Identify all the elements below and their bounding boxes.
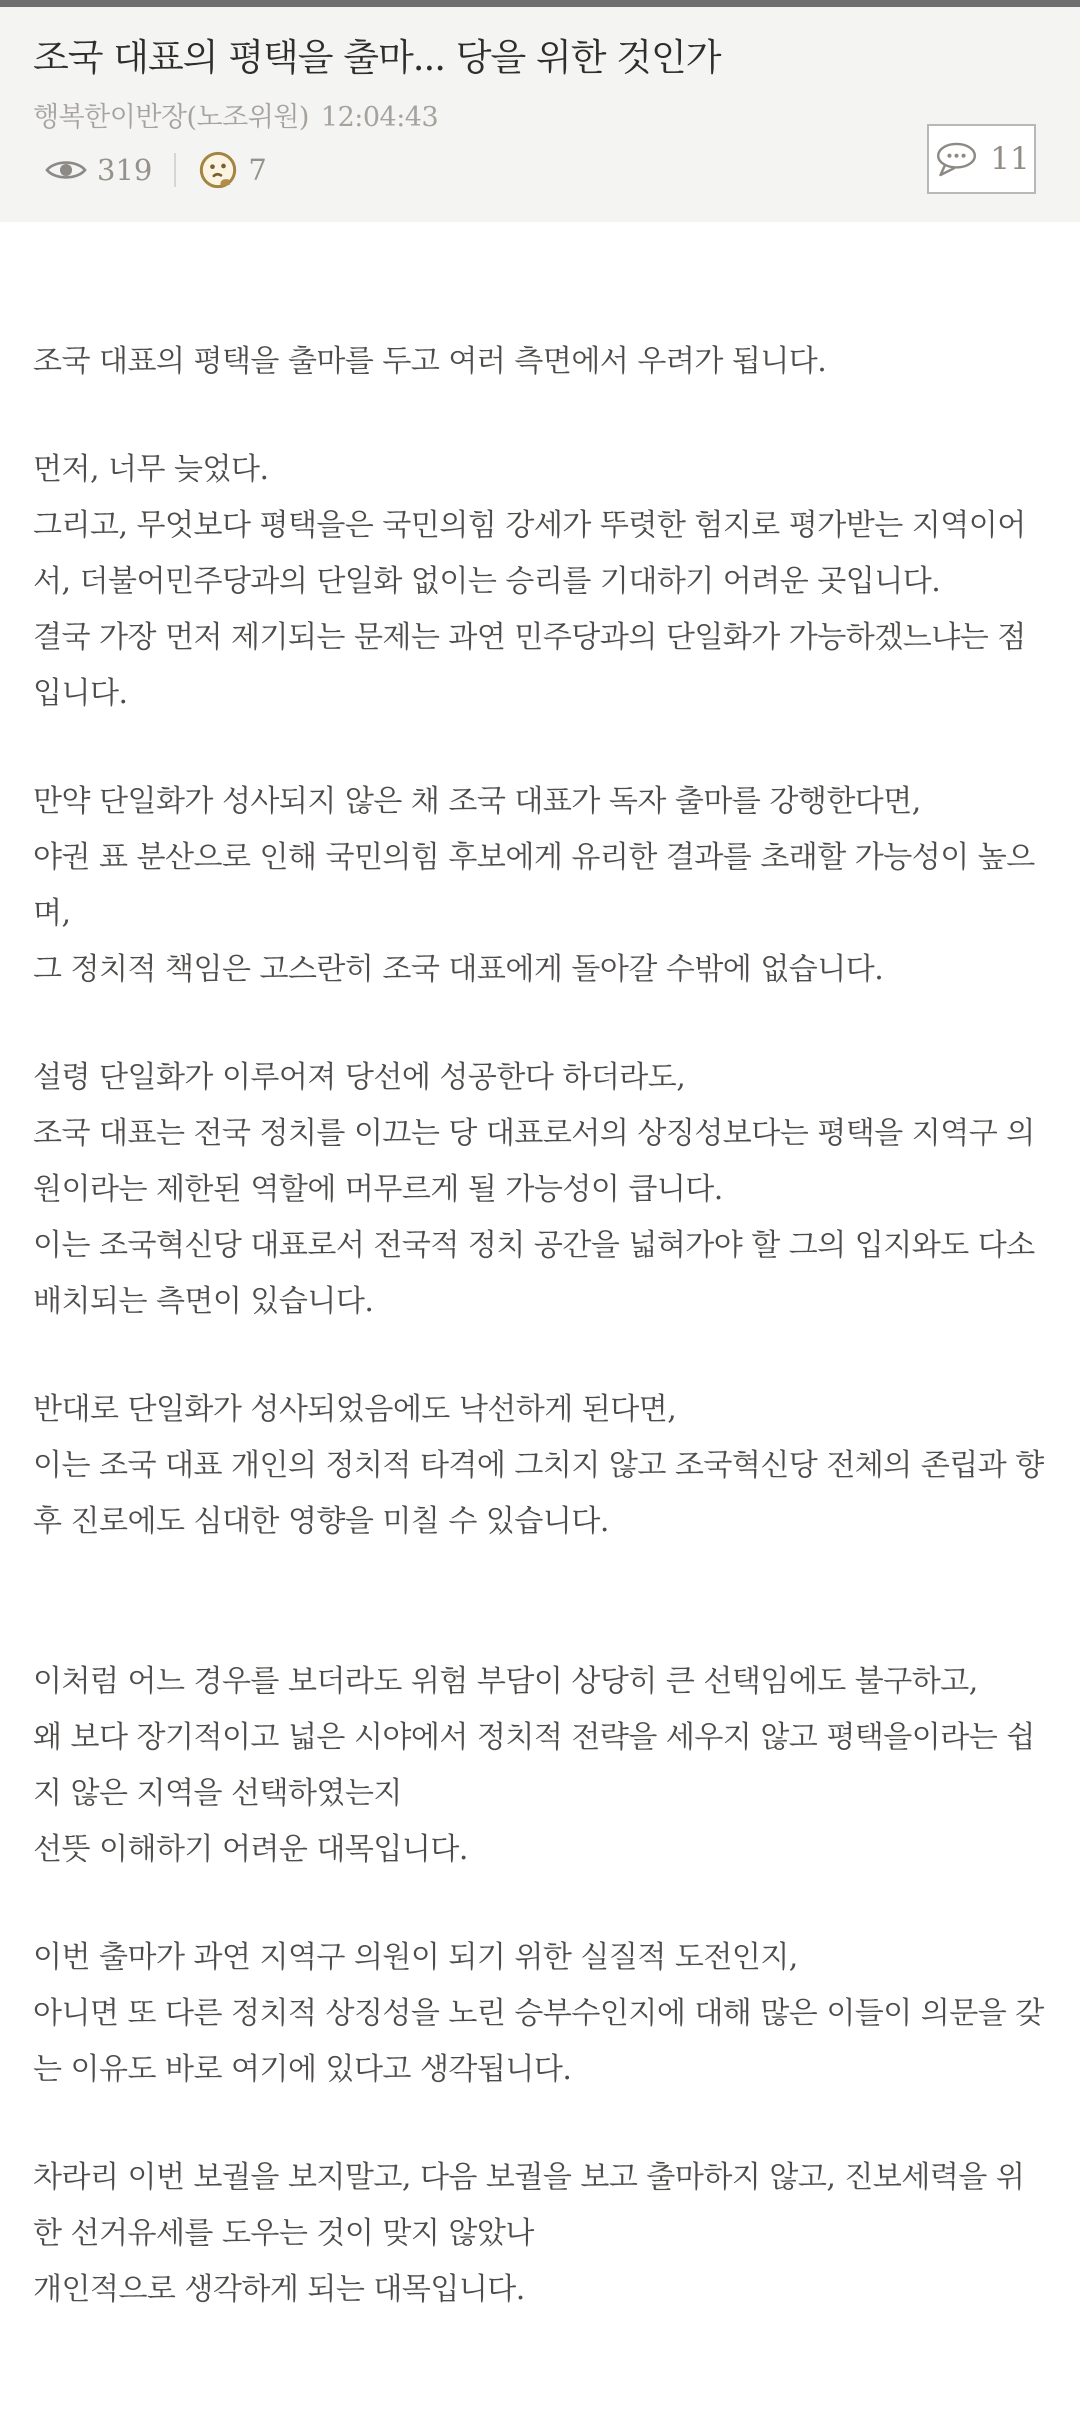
view-count-group <box>45 153 152 187</box>
body-line: 먼저, 너무 늦었다. <box>33 452 269 488</box>
view-count: 319 <box>97 153 153 188</box>
body-paragraph <box>33 442 1045 722</box>
body-line: 조국 대표의 평택을 출마를 두고 여러 측면에서 우려가 됩니다. <box>33 344 827 380</box>
body-paragraph <box>33 774 1045 998</box>
body-line: 이는 조국 대표 개인의 정치적 타격에 그치지 않고 조국혁신당 전체의 존립과 향후 진로에도 심대한 영향을 미칠 수 있습니다. <box>33 1448 1044 1540</box>
body-line: 이번 출마가 과연 지역구 의원이 되기 위한 실질적 도전인지, <box>33 1940 798 1976</box>
body-line: 차라리 이번 보궐을 보지말고, 다음 보궐을 보고 출마하지 않고, 진보세력을 위한 선거유세를 도우는 것이 맞지 않았나 <box>33 2160 1025 2252</box>
body-line: 설령 단일화가 이루어져 당선에 성공한다 하더라도, <box>33 1060 686 1096</box>
body-paragraph <box>33 334 1045 390</box>
speech-bubble-icon <box>933 140 980 178</box>
body-paragraph <box>33 2150 1045 2318</box>
body-line: 그 정치적 책임은 고스란히 조국 대표에게 돌아갈 수밖에 없습니다. <box>33 952 884 988</box>
body-line: 반대로 단일화가 성사되었음에도 낙선하게 된다면, <box>33 1392 677 1428</box>
reaction-count: 7 <box>248 153 267 188</box>
post-body <box>0 222 1080 2430</box>
body-line: 조국 대표는 전국 정치를 이끄는 당 대표로서의 상징성보다는 평택을 지역구 의원이라는 제한된 역할에 머무르게 될 가능성이 큽니다. <box>33 1116 1035 1208</box>
body-line: 이는 조국혁신당 대표로서 전국적 정치 공간을 넓혀가야 할 그의 입지와도 다소 배치되는 측면이 있습니다. <box>33 1228 1035 1320</box>
eye-icon <box>45 156 87 184</box>
top-divider-bar <box>0 0 1080 7</box>
comment-count: 11 <box>990 141 1030 177</box>
emoji-face-icon <box>198 150 238 190</box>
body-line: 결국 가장 먼저 제기되는 문제는 과연 민주당과의 단일화가 가능하겠느냐는 점입니다. <box>33 620 1026 712</box>
body-paragraph <box>33 1050 1045 1330</box>
body-line: 개인적으로 생각하게 되는 대목입니다. <box>33 2272 525 2308</box>
body-line: 이처럼 어느 경우를 보더라도 위험 부담이 상당히 큰 선택임에도 불구하고, <box>33 1664 978 1700</box>
stats-divider <box>174 153 176 187</box>
body-line: 선뜻 이해하기 어려운 대목입니다. <box>33 1832 468 1868</box>
body-line: 만약 단일화가 성사되지 않은 채 조국 대표가 독자 출마를 강행한다면, <box>33 784 921 820</box>
body-line: 야권 표 분산으로 인해 국민의힘 후보에게 유리한 결과를 초래할 가능성이 높으며, <box>33 840 1035 932</box>
post-time: 12:04:43 <box>320 102 439 134</box>
body-paragraph <box>33 1930 1045 2098</box>
body-paragraph <box>33 1654 1045 1878</box>
post-meta-row <box>33 95 1036 134</box>
body-line: 그리고, 무엇보다 평택을은 국민의힘 강세가 뚜렷한 험지로 평가받는 지역이어서, 더불어민주당과의 단일화 없이는 승리를 기대하기 어려운 곳입니다. <box>33 508 1026 600</box>
post-stats-row <box>45 150 1036 190</box>
comment-count-button[interactable] <box>927 124 1036 194</box>
body-paragraph <box>33 1382 1045 1550</box>
post-title: 조국 대표의 평택을 출마... 당을 위한 것인가 <box>33 36 721 79</box>
post-author[interactable]: 행복한이반장(노조위원) <box>33 102 309 134</box>
reaction-count-group[interactable] <box>198 150 266 190</box>
body-line: 아니면 또 다른 정치적 상징성을 노린 승부수인지에 대해 많은 이들이 의문을 갖는 이유도 바로 여기에 있다고 생각됩니다. <box>33 1996 1044 2088</box>
post-header <box>0 7 1080 222</box>
body-line: 왜 보다 장기적이고 넓은 시야에서 정치적 전략을 세우지 않고 평택을이라는 쉽지 않은 지역을 선택하였는지 <box>33 1720 1035 1812</box>
